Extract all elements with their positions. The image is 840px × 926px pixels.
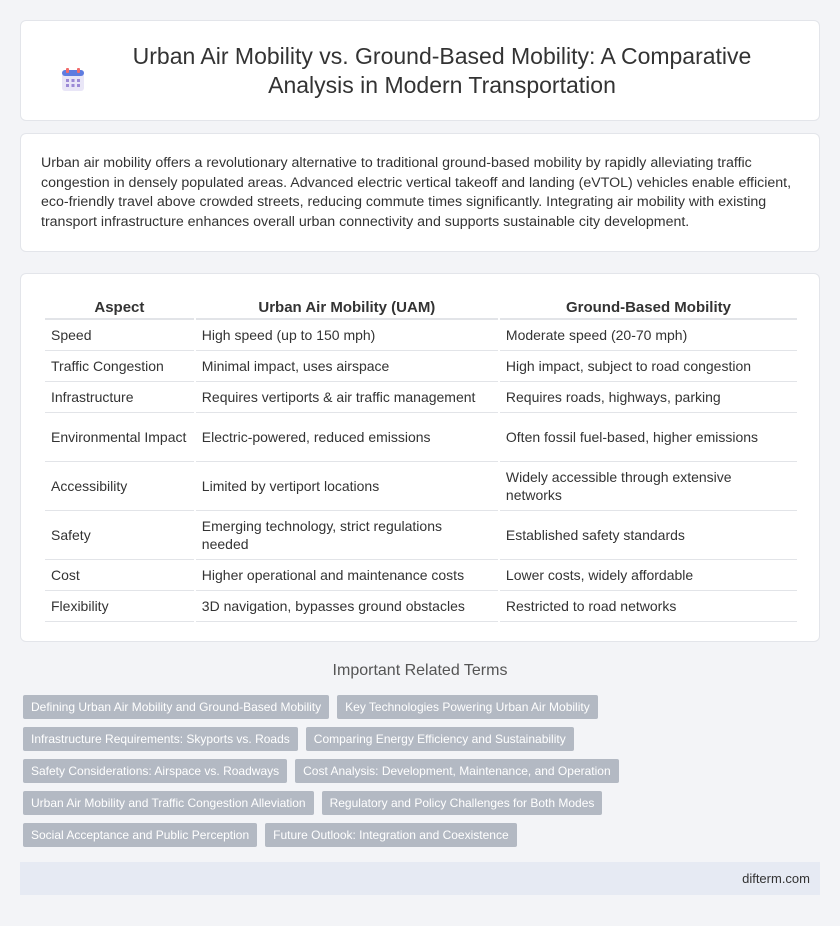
table-cell: Speed: [45, 320, 194, 351]
comparison-card: [20, 273, 820, 642]
table-row: [45, 462, 797, 511]
related-term-tag[interactable]: Urban Air Mobility and Traffic Congestion Alleviation: [23, 791, 314, 815]
related-term-tag[interactable]: Future Outlook: Integration and Coexistence: [265, 823, 516, 847]
table-cell: Flexibility: [45, 591, 194, 622]
table-header-row: [45, 296, 797, 320]
footer-site-link[interactable]: difterm.com: [742, 871, 810, 886]
table-cell: Moderate speed (20-70 mph): [500, 320, 797, 351]
table-cell: Safety: [45, 511, 194, 560]
table-cell: Widely accessible through extensive networks: [500, 462, 797, 511]
table-cell: Electric-powered, reduced emissions: [196, 413, 498, 462]
table-cell: 3D navigation, bypasses ground obstacles: [196, 591, 498, 622]
intro-text: Urban air mobility offers a revolutionary alternative to traditional ground-based mobility by rapidly alleviating traffic congestion in densely populated areas. Advanced electric vertical takeoff and landing (eVTOL) vehicles enable efficient, eco-friendly travel above crowded streets, reducing commute times significantly. Integrating air mobility with existing transport infrastructure enhances overall urban connectivity and supports sustainable city development.: [41, 155, 792, 231]
related-terms-heading: Important Related Terms: [332, 662, 508, 679]
table-cell: Infrastructure: [45, 382, 194, 413]
table-row: [45, 511, 797, 560]
page-title: Urban Air Mobility vs. Ground-Based Mobility: A Comparative Analysis in Modern Transportation: [132, 42, 752, 98]
table-cell: Requires roads, highways, parking: [500, 382, 797, 413]
table-cell: Cost: [45, 560, 194, 591]
related-term-tag[interactable]: Comparing Energy Efficiency and Sustainability: [306, 727, 574, 751]
table-cell: Lower costs, widely affordable: [500, 560, 797, 591]
table-row: [45, 413, 797, 462]
table-cell: High speed (up to 150 mph): [196, 320, 498, 351]
related-terms-list: [23, 695, 823, 855]
table-cell: Accessibility: [45, 462, 194, 511]
header-card: [20, 20, 820, 121]
table-cell: Emerging technology, strict regulations needed: [196, 511, 498, 560]
footer: [20, 862, 820, 895]
table-cell: Limited by vertiport locations: [196, 462, 498, 511]
header-ground: Ground-Based Mobility: [500, 296, 797, 320]
table-row: [45, 351, 797, 382]
table-row: [45, 382, 797, 413]
table-row: [45, 560, 797, 591]
table-cell: Higher operational and maintenance costs: [196, 560, 498, 591]
related-term-tag[interactable]: Safety Considerations: Airspace vs. Roadways: [23, 759, 287, 783]
table-cell: Environmental Impact: [45, 413, 194, 462]
table-row: [45, 320, 797, 351]
calendar-icon: [60, 67, 86, 93]
related-term-tag[interactable]: Cost Analysis: Development, Maintenance, and Operation: [295, 759, 619, 783]
related-term-tag[interactable]: Social Acceptance and Public Perception: [23, 823, 257, 847]
comparison-table: [43, 296, 799, 622]
table-cell: Restricted to road networks: [500, 591, 797, 622]
table-cell: Established safety standards: [500, 511, 797, 560]
table-cell: Requires vertiports & air traffic management: [196, 382, 498, 413]
related-term-tag[interactable]: Regulatory and Policy Challenges for Both Modes: [322, 791, 603, 815]
header-uam: Urban Air Mobility (UAM): [196, 296, 498, 320]
related-term-tag[interactable]: Infrastructure Requirements: Skyports vs. Roads: [23, 727, 298, 751]
table-cell: High impact, subject to road congestion: [500, 351, 797, 382]
table-cell: Minimal impact, uses airspace: [196, 351, 498, 382]
table-cell: Often fossil fuel-based, higher emissions: [500, 413, 797, 462]
related-term-tag[interactable]: Key Technologies Powering Urban Air Mobility: [337, 695, 598, 719]
table-row: [45, 591, 797, 622]
header-aspect: Aspect: [45, 296, 194, 320]
intro-card: [20, 133, 820, 252]
table-cell: Traffic Congestion: [45, 351, 194, 382]
related-term-tag[interactable]: Defining Urban Air Mobility and Ground-Based Mobility: [23, 695, 329, 719]
